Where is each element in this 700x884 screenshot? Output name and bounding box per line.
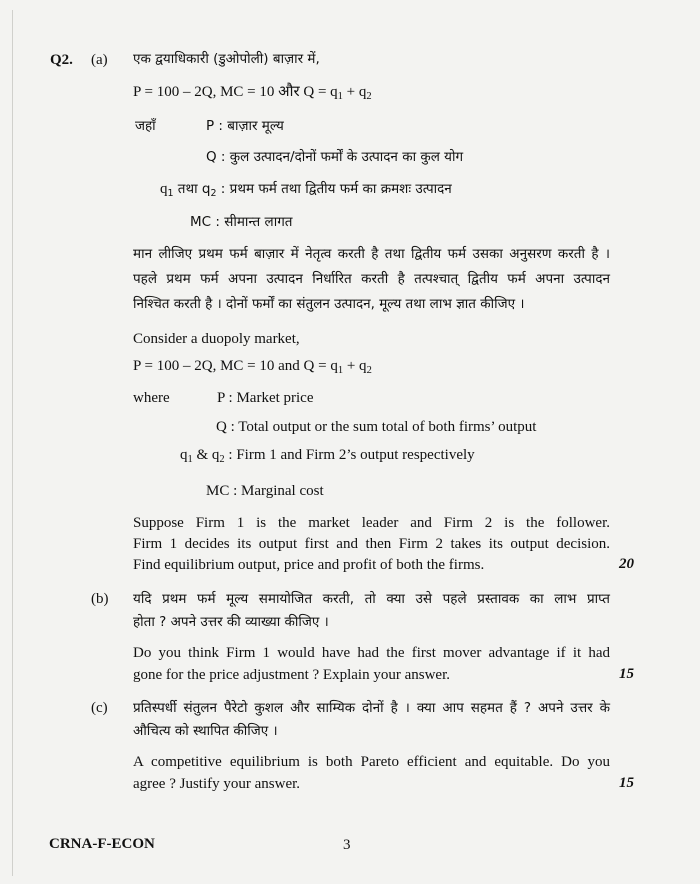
hindi-intro: एक द्वयाधिकारी (डुओपोली) बाज़ार में, bbox=[133, 51, 320, 67]
part-b-label: (b) bbox=[91, 591, 109, 607]
part-b-hindi-line-2: होता ? अपने उत्तर की व्याख्या कीजिए । bbox=[133, 614, 329, 630]
english-where: where bbox=[133, 390, 170, 406]
hindi-p-definition: P : बाज़ार मूल्य bbox=[206, 118, 284, 134]
english-paragraph-line-3: Find equilibrium output, price and profit of both the firms. bbox=[133, 557, 485, 573]
part-c-hindi-line-2: औचित्य को स्थापित कीजिए । bbox=[133, 723, 278, 739]
english-q-definition: Q : Total output or the sum total of both firms’ output bbox=[216, 419, 537, 435]
part-c-english-line-2: agree ? Justify your answer. bbox=[133, 776, 301, 792]
part-c-english-line-1: A competitive equilibrium is both Pareto efficient and equitable. Do you bbox=[133, 754, 610, 770]
hindi-paragraph-line-2: पहले प्रथम फर्म अपना उत्पादन निर्धारित करती है तत्पश्चात् द्वितीय फर्म अपना उत्पादन bbox=[133, 271, 610, 287]
page-edge bbox=[12, 10, 689, 876]
page-number: 3 bbox=[343, 837, 351, 853]
hindi-paragraph-line-3: निश्चित करती है । दोनों फर्मों का संतुलन उत्पादन, मूल्य तथा लाभ ज्ञात कीजिए । bbox=[133, 296, 525, 312]
part-b-english-line-1: Do you think Firm 1 would have had the first mover advantage if it had bbox=[133, 645, 610, 661]
part-b-hindi-line-1: यदि प्रथम फर्म मूल्य समायोजित करती, तो क्या उसे पहले प्रस्तावक का लाभ प्राप्त bbox=[133, 591, 610, 607]
hindi-paragraph-line-1: मान लीजिए प्रथम फर्म बाज़ार में नेतृत्व करती है तथा द्वितीय फर्म उसका अनुसरण करती है । bbox=[133, 246, 610, 262]
part-c-marks: 15 bbox=[619, 775, 634, 791]
part-a-marks: 20 bbox=[619, 556, 634, 572]
part-a-label: (a) bbox=[91, 52, 108, 68]
hindi-q1-q2-definition: $q_1$ तथा $q_2$ : प्रथम फर्म तथा द्वितीय फर्म का क्रमशः उत्पादन bbox=[160, 181, 452, 199]
question-number: Q2. bbox=[50, 52, 73, 68]
english-paragraph-line-2: Firm 1 decides its output first and then Firm 2 takes its output decision. bbox=[133, 536, 610, 552]
part-b-english-line-2: gone for the price adjustment ? Explain your answer. bbox=[133, 667, 450, 683]
part-c-hindi-line-1: प्रतिस्पर्धी संतुलन पैरेटो कुशल और साम्यिक दोनों है । क्या आप सहमत हैं ? अपने उत्तर के bbox=[133, 700, 610, 716]
part-c-label: (c) bbox=[91, 700, 108, 716]
hindi-where: जहाँ bbox=[135, 118, 156, 134]
paper-code: CRNA-F-ECON bbox=[49, 836, 155, 852]
english-mc-definition: MC : Marginal cost bbox=[206, 483, 324, 499]
hindi-q-definition: Q : कुल उत्पादन/दोनों फर्मों के उत्पादन का कुल योग bbox=[206, 149, 464, 165]
hindi-mc-definition: MC : सीमान्त लागत bbox=[190, 214, 293, 230]
hindi-equation: P = 100 – 2Q, MC = 10 और $Q = q_1 + q_2$ bbox=[133, 84, 372, 102]
english-paragraph-line-1: Suppose Firm 1 is the market leader and Firm 2 is the follower. bbox=[133, 515, 610, 531]
part-b-marks: 15 bbox=[619, 666, 634, 682]
english-p-definition: P : Market price bbox=[217, 390, 314, 406]
english-intro: Consider a duopoly market, bbox=[133, 331, 300, 347]
english-equation: P = 100 – 2Q, MC = 10 and $Q = q_1 + q_2$ bbox=[133, 358, 372, 376]
english-q1-q2-definition: $q_1$ & $q_2$ : Firm 1 and Firm 2’s output respectively bbox=[180, 447, 475, 465]
